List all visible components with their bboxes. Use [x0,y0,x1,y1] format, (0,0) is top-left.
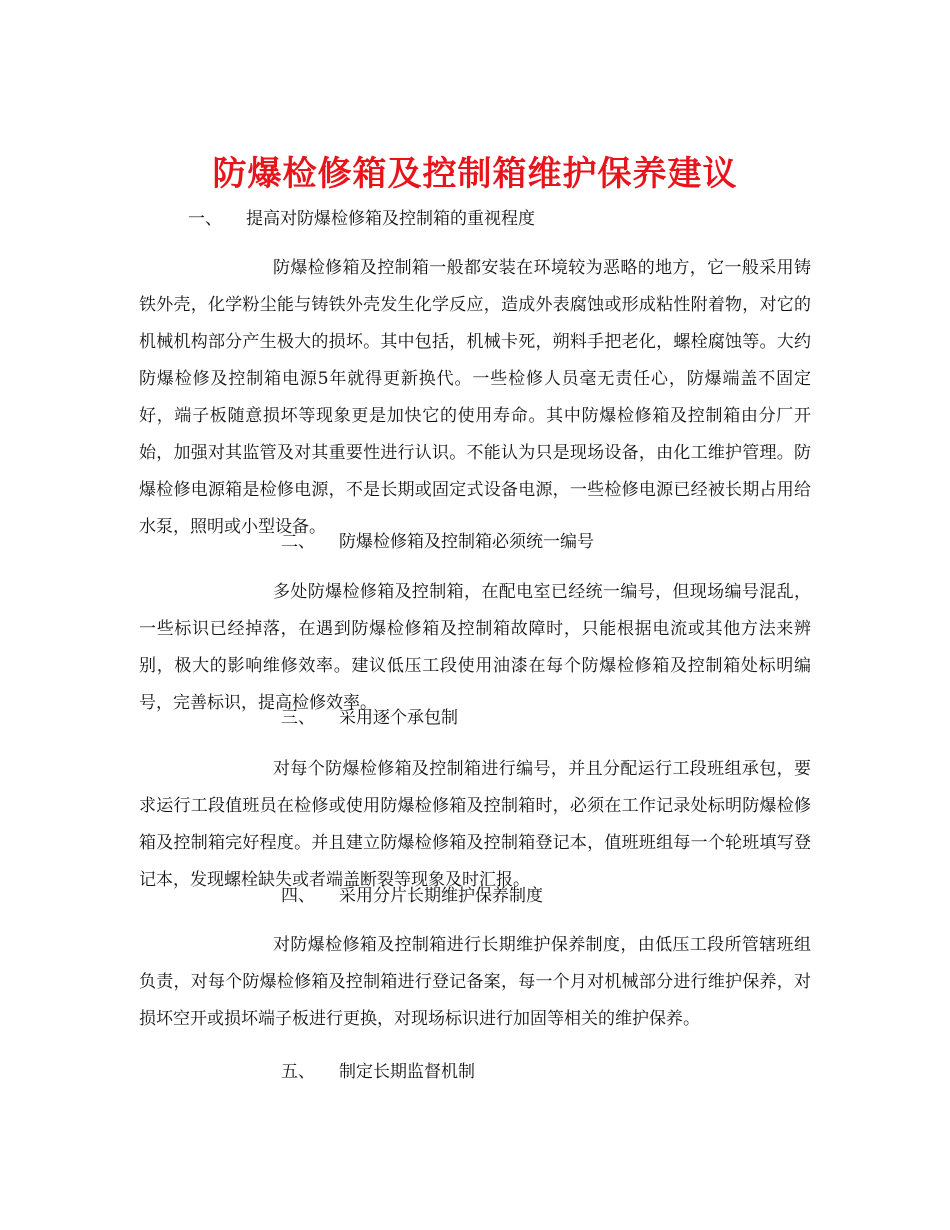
section-number: 一、 [188,209,222,229]
section-number: 五、 [281,1062,315,1082]
section-body-1: 防爆检修箱及控制箱一般都安装在环境较为恶略的地方，它一般采用铸铁外壳，化学粉尘能与铸铁外壳发生化学反应，造成外表腐蚀或形成粘性附着物，对它的机械机构部分产生极大的损坏。其中包括，机械卡死，朔料手把老化，螺栓腐蚀等。大约防爆检修及控制箱电源5年就得更新换代。一些检修人员毫无责任心，防爆端盖不固定好，端子板随意损坏等现象更是加快它的使用寿命。其中防爆检修箱及控制箱由分厂开始，加强对其监管及对其重要性进行认识。不能认为只是现场设备，由化工维护管理。防爆检修电源箱是检修电源，不是长期或固定式设备电源，一些检修电源已经被长期占用给水泵，照明或小型设备。 [139,258,811,537]
section-heading-3 [281,705,458,731]
section-heading-text: 提高对防爆检修箱及控制箱的重视程度 [246,209,535,229]
section-heading-1 [188,206,535,232]
section-heading-2 [281,529,594,555]
section-heading-text: 采用逐个承包制 [339,708,458,728]
section-body-3: 对每个防爆检修箱及控制箱进行编号，并且分配运行工段班组承包，要求运行工段值班员在检修或使用防爆检修箱及控制箱时，必须在工作记录处标明防爆检修箱及控制箱完好程度。并且建立防爆检修箱及控制箱登记本，值班班组每一个轮班填写登记本，发现螺栓缺失或者端盖断裂等现象及时汇报。 [139,759,811,890]
section-body-2: 多处防爆检修箱及控制箱，在配电室已经统一编号，但现场编号混乱，一些标识已经掉落，在遇到防爆检修箱及控制箱故障时，只能根据电流或其他方法来辨别，极大的影响维修效率。建议低压工段使用油漆在每个防爆检修箱及控制箱处标明编号，完善标识，提高检修效率。 [139,582,811,713]
section-number: 二、 [281,532,315,552]
section-heading-text: 制定长期监督机制 [339,1062,475,1082]
section-heading-4 [281,883,543,909]
section-number: 三、 [281,708,315,728]
section-heading-5 [281,1059,475,1085]
section-body-4: 对防爆检修箱及控制箱进行长期维护保养制度，由低压工段所管辖班组负责，对每个防爆检修箱及控制箱进行登记备案，每一个月对机械部分进行维护保养，对损坏空开或损坏端子板进行更换，对现场标识进行加固等相关的维护保养。 [139,935,811,1029]
section-heading-text: 防爆检修箱及控制箱必须统一编号 [339,532,594,552]
section-number: 四、 [281,886,315,906]
document-title: 防爆检修箱及控制箱维护保养建议 [212,153,738,194]
section-heading-text: 采用分片长期维护保养制度 [339,886,543,906]
